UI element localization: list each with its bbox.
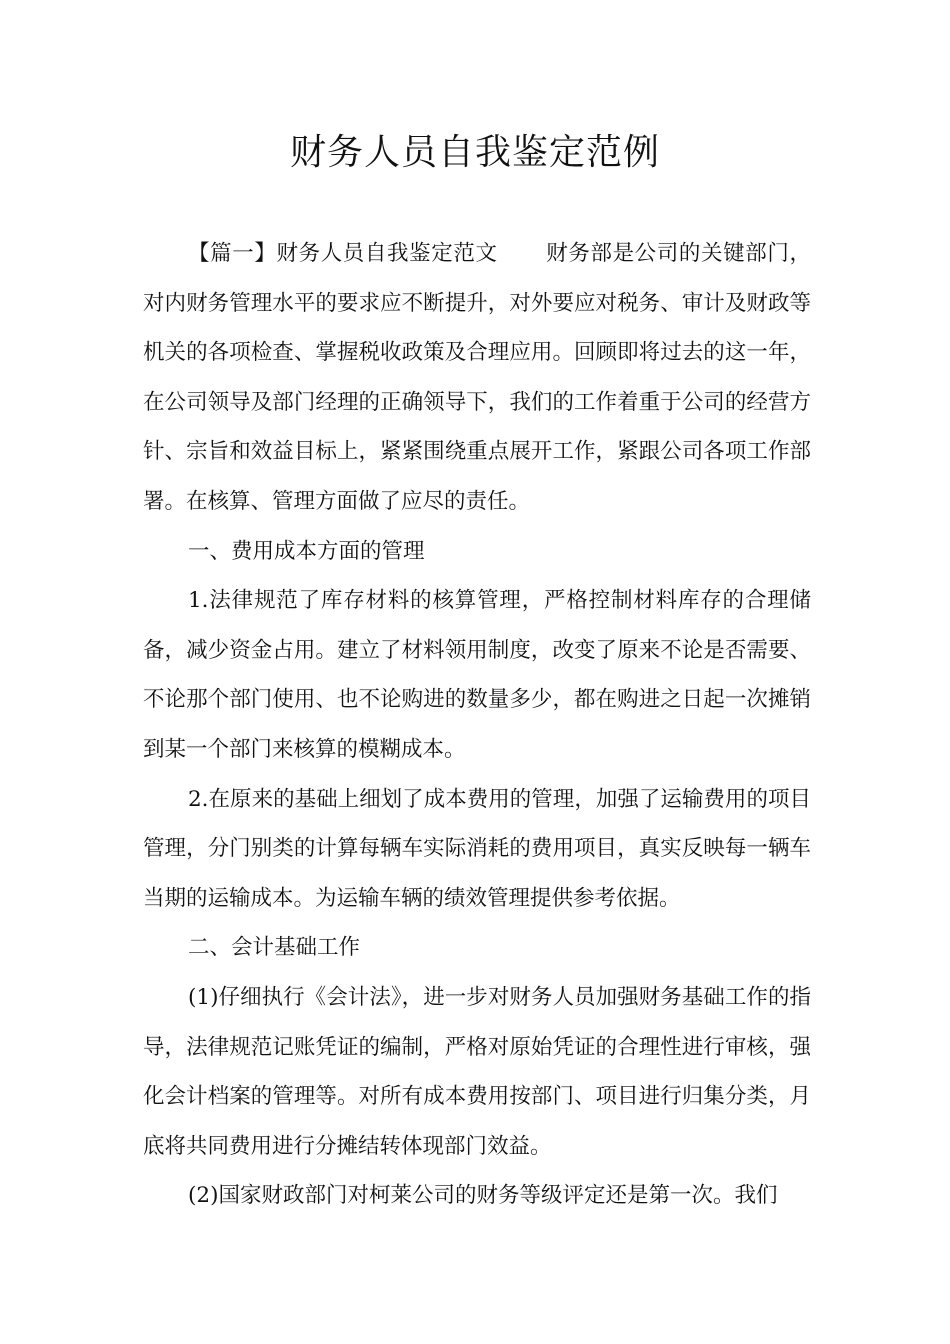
section-heading-cost: 一、费用成本方面的管理 bbox=[188, 538, 425, 564]
section-heading-accounting: 二、会计基础工作 bbox=[188, 935, 361, 961]
paragraph-item-4: (2)国家财政部门对柯莱公司的财务等级评定还是第一次。我们 bbox=[188, 1183, 778, 1209]
paragraph-item-1: 1.法律规范了库存材料的核算管理，严格控制材料库存的合理储备，减少资金占用。建立了材料领用制度，改变了原来不论是否需要、不论那个部门使用、也不论购进的数量多少，都在购进之日起一次摊销到某一个部门来核算的模糊成本。 bbox=[143, 588, 811, 762]
document-title: 财务人员自我鉴定范例 bbox=[289, 132, 660, 173]
paragraph-text: 财务部是公司的关键部门，对内财务管理水平的要求应不断提升，对外要应对税务、审计及财政等机关的各项检查、掌握税收政策及合理应用。回顾即将过去的这一年，在公司领导及部门经理的正确领导下，我们的工作着重于公司的经营方针、宗旨和效益目标上，紧紧围绕重点展开工作，紧跟公司各项工作部署。在核算、管理方面做了应尽的责任。 bbox=[143, 241, 811, 514]
paragraph-item-2: 2.在原来的基础上细划了成本费用的管理，加强了运输费用的项目管理，分门别类的计算每辆车实际消耗的费用项目，真实反映每一辆车当期的运输成本。为运输车辆的绩效管理提供参考依据。 bbox=[143, 786, 811, 911]
document-body bbox=[143, 229, 811, 1221]
paragraph-item-3: (1)仔细执行《会计法》，进一步对财务人员加强财务基础工作的指导，法律规范记账凭证的编制，严格对原始凭证的合理性进行审核，强化会计档案的管理等。对所有成本费用按部门、项目进行归集分类，月底将共同费用进行分摊结转体现部门效益。 bbox=[143, 984, 811, 1159]
paragraph-intro bbox=[143, 229, 811, 527]
section-lead: 【篇一】财务人员自我鉴定范文 bbox=[188, 241, 498, 266]
